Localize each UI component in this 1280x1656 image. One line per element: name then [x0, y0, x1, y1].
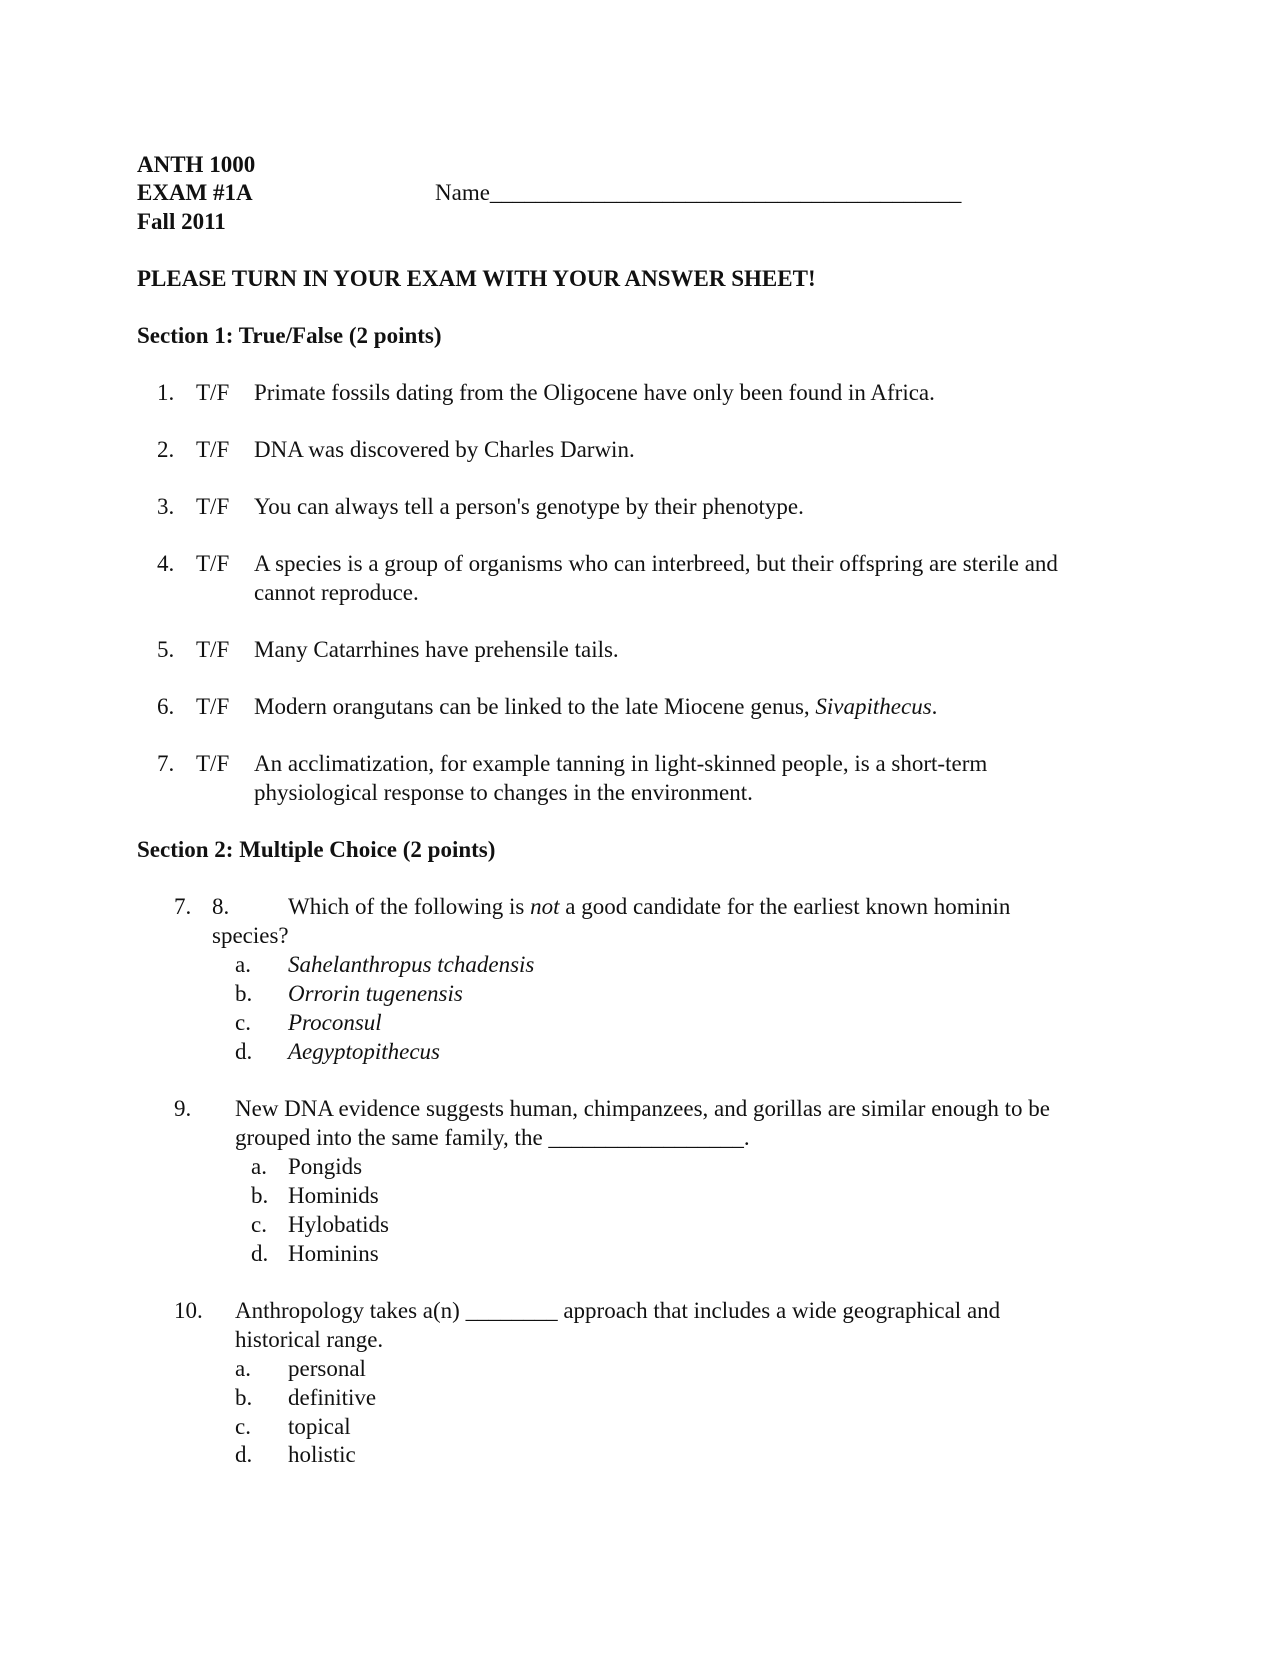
option-letter: b. [235, 1385, 253, 1410]
option-text: Aegyptopithecus [288, 1039, 441, 1064]
list-number: 7. [174, 894, 192, 919]
option-letter: c. [251, 1212, 267, 1237]
question-text-post: a good candidate for the earliest known hominin [559, 894, 1011, 919]
tf-item-text-line2: cannot reproduce. [254, 580, 419, 605]
question-number: 9. [174, 1096, 192, 1121]
tf-item-text [254, 692, 937, 721]
tf-label: T/F [196, 694, 230, 719]
section1-title: Section 1: True/False (2 points) [137, 323, 442, 348]
option-letter: a. [235, 1356, 251, 1381]
option-text: topical [288, 1414, 351, 1439]
tf-item-text: You can always tell a person's genotype by their phenotype. [254, 494, 804, 519]
option-text: Orrorin tugenensis [288, 981, 463, 1006]
tf-item-text-line1: An acclimatization, for example tanning in light-skinned people, is a short-term [254, 751, 988, 776]
tf-item-text-line1: A species is a group of organisms who can interbreed, but their offspring are sterile and [254, 551, 1058, 576]
option-text: personal [288, 1356, 366, 1381]
tf-label: T/F [196, 437, 230, 462]
tf-item-text-post: . [931, 694, 938, 719]
option-text: definitive [288, 1385, 377, 1410]
tf-label: T/F [196, 494, 230, 519]
question-number: 10. [174, 1298, 203, 1323]
option-letter: d. [251, 1241, 269, 1266]
question-text-line2: species? [212, 923, 289, 948]
name-field[interactable] [435, 178, 961, 207]
tf-item-number: 4. [157, 551, 175, 576]
question-text-emphasis: not [530, 894, 560, 919]
tf-label: T/F [196, 637, 230, 662]
question-text-line1: Anthropology takes a(n) ________ approach that includes a wide geographical and [235, 1298, 1001, 1323]
tf-item-number: 7. [157, 751, 175, 776]
term-title: Fall 2011 [137, 209, 226, 234]
tf-item-number: 6. [157, 694, 175, 719]
option-letter: d. [235, 1039, 253, 1064]
exam-title: EXAM #1A [137, 180, 253, 205]
notice-text: PLEASE TURN IN YOUR EXAM WITH YOUR ANSWER SHEET! [137, 266, 816, 291]
course-title: ANTH 1000 [137, 152, 256, 177]
tf-item-text: DNA was discovered by Charles Darwin. [254, 437, 635, 462]
question-text [288, 892, 1010, 921]
option-letter: c. [235, 1414, 251, 1439]
tf-item-number: 5. [157, 637, 175, 662]
option-text: holistic [288, 1442, 356, 1467]
option-letter: d. [235, 1442, 253, 1467]
option-text: Pongids [288, 1154, 363, 1179]
question-text-pre: Which of the following is [288, 894, 531, 919]
tf-item-number: 2. [157, 437, 175, 462]
tf-item-text: Many Catarrhines have prehensile tails. [254, 637, 619, 662]
tf-item-text: Primate fossils dating from the Oligocene have only been found in Africa. [254, 380, 935, 405]
option-text: Hylobatids [288, 1212, 389, 1237]
option-text: Hominids [288, 1183, 379, 1208]
name-line: _________________________________________ [489, 180, 962, 205]
option-letter: b. [251, 1183, 269, 1208]
option-letter: a. [235, 952, 251, 977]
question-text-line2: grouped into the same family, the _________________. [235, 1125, 750, 1150]
option-letter: c. [235, 1010, 251, 1035]
question-number: 8. [212, 894, 230, 919]
question-text-line1: New DNA evidence suggests human, chimpanzees, and gorillas are similar enough to be [235, 1096, 1050, 1121]
tf-label: T/F [196, 380, 230, 405]
genus-name: Sivapithecus [815, 694, 932, 719]
name-label: Name [435, 180, 490, 205]
option-text: Sahelanthropus tchadensis [288, 952, 535, 977]
tf-label: T/F [196, 551, 230, 576]
option-letter: b. [235, 981, 253, 1006]
option-text: Proconsul [288, 1010, 382, 1035]
tf-item-number: 3. [157, 494, 175, 519]
tf-item-text-pre: Modern orangutans can be linked to the late Miocene genus, [254, 694, 816, 719]
tf-item-number: 1. [157, 380, 175, 405]
section2-title: Section 2: Multiple Choice (2 points) [137, 837, 496, 862]
option-letter: a. [251, 1154, 267, 1179]
tf-label: T/F [196, 751, 230, 776]
option-text: Hominins [288, 1241, 379, 1266]
tf-item-text-line2: physiological response to changes in the environment. [254, 780, 753, 805]
question-text-line2: historical range. [235, 1327, 384, 1352]
